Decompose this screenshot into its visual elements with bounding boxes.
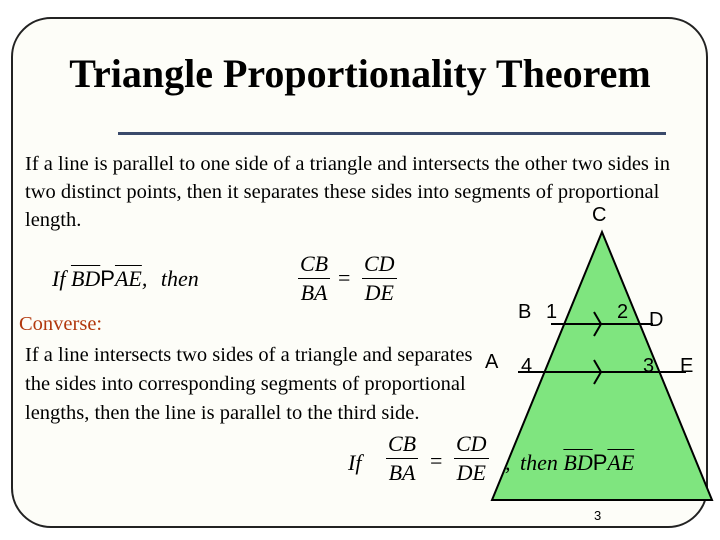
angle-label-1: 1 (546, 301, 558, 323)
converse-text: If a line intersects two sides of a triangle and separates the sides into corresponding segments of proportional lengths, then the line is parallel to the third side. (25, 344, 473, 424)
vertex-label-c: C (592, 204, 607, 226)
if-word: If (52, 266, 66, 291)
statement2-if: If (348, 450, 362, 475)
slide-title: Triangle Proportionality Theorem (69, 51, 651, 96)
vertex-label-b: B (518, 301, 532, 323)
vertex-label-e: E (680, 355, 694, 377)
segment-ae-label-2: $\overline{AE}$ (607, 450, 635, 475)
fraction-cd-de: $\frac{CD}{DE}$ (364, 251, 395, 305)
segment-bd-label: $\overline{BD}$ (70, 266, 101, 291)
fraction2-cb-ba: $\frac{CB}{BA}$ (388, 431, 417, 485)
segment-ae-label: $\overline{AE}$ (114, 266, 142, 291)
comma-2: , (505, 450, 511, 475)
vertex-label-d: D (649, 309, 664, 331)
segment-bd-label-2: $\overline{BD}$ (563, 450, 593, 475)
comma: , (141, 266, 148, 291)
statement2-conclusion (505, 450, 634, 476)
angle-label-4: 4 (521, 355, 533, 377)
fraction-cb-ba: $\frac{CB}{BA}$ (300, 251, 329, 305)
parallel-symbol-2: P (592, 450, 608, 475)
then-word: then (160, 266, 199, 291)
equals-sign-2: = (430, 448, 443, 473)
equals-sign: = (338, 265, 351, 290)
statement1-conditional (52, 266, 199, 292)
theorem-text: If a line is parallel to one side of a triangle and intersects the other two sides in two distinct points, then it separates these sides into segments of proportional length. (25, 153, 670, 231)
then-word-2: then (520, 450, 558, 475)
angle-label-3: 3 (643, 355, 655, 377)
parallel-symbol: P (100, 266, 115, 291)
angle-label-2: 2 (617, 301, 629, 323)
vertex-label-a: A (485, 351, 499, 373)
page-number: 3 (594, 508, 602, 523)
fraction2-cd-de: $\frac{CD}{DE}$ (456, 431, 487, 485)
converse-label: Converse: (19, 313, 103, 335)
